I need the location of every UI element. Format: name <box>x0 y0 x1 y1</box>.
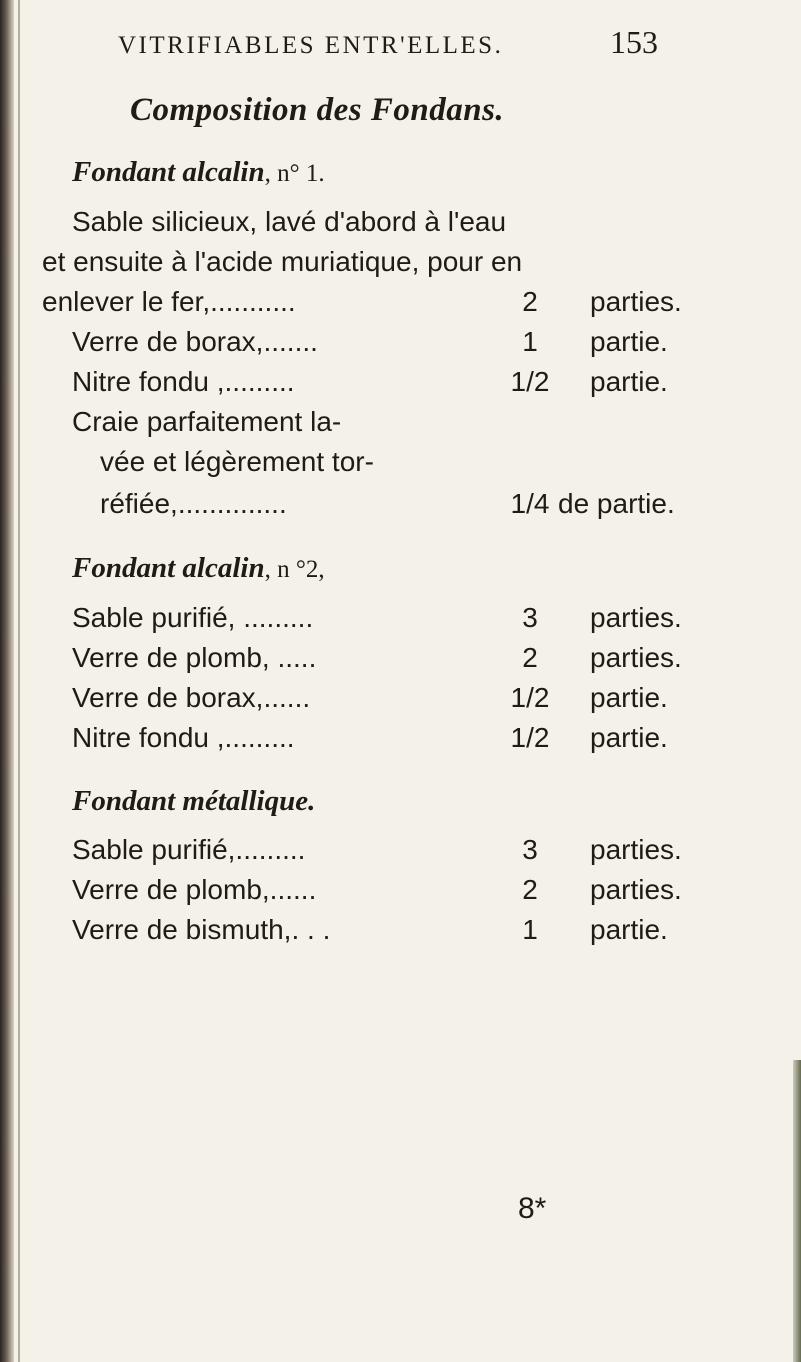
ingredient-qty: 1 <box>522 914 538 945</box>
ingredient-qty: 1/4 <box>510 488 550 519</box>
section-title-text: Fondant métallique. <box>72 785 316 817</box>
ingredient-label: Verre de plomb, ..... <box>72 642 317 673</box>
ingredient-unit: parties. <box>590 874 682 905</box>
ingredient-unit: partie. <box>590 914 668 945</box>
binding-edge <box>18 0 20 1362</box>
ingredient-qty: 2 <box>522 874 538 905</box>
ingredient-unit: partie. <box>590 682 668 713</box>
running-title: VITRIFIABLES ENTR'ELLES. <box>118 32 504 59</box>
ingredient-qty: 1/2 <box>510 722 550 753</box>
ingredient-unit: partie. <box>590 366 668 397</box>
ingredient-qty: 1/2 <box>510 366 550 397</box>
ingredient-unit: parties. <box>590 834 682 865</box>
ingredient-label: Craie parfaitement la- <box>72 406 342 437</box>
section-title-text: Fondant alcalin <box>72 552 265 584</box>
binding-shadow <box>0 0 14 1362</box>
ingredient-label: Verre de borax,....... <box>72 326 318 357</box>
ingredient-label: réfiée,.............. <box>100 488 287 519</box>
ingredient-label: Sable purifié, ......... <box>72 602 314 633</box>
ingredient-unit: parties. <box>590 286 682 317</box>
ingredient-qty: 3 <box>522 602 538 633</box>
ingredient-qty: 2 <box>522 286 538 317</box>
ingredient-unit: partie. <box>590 722 668 753</box>
ingredient-label: Verre de borax,...... <box>72 682 311 713</box>
catchword-signature-mark: 8* <box>518 1192 547 1225</box>
ingredient-label: vée et légèrement tor- <box>100 446 374 477</box>
ingredient-label: Nitre fondu ,......... <box>72 366 295 397</box>
page-number: 153 <box>610 24 658 60</box>
ingredient-unit: parties. <box>590 642 682 673</box>
ingredient-qty: 1 <box>522 326 538 357</box>
ingredient-label: Verre de plomb,...... <box>72 874 317 905</box>
section-title-number: , n °2, <box>264 556 325 583</box>
section-title-fondant-metallique <box>72 785 315 818</box>
section-title-number: , n° 1. <box>264 160 325 187</box>
page-edge-stain <box>793 1060 801 1362</box>
ingredient-label: Nitre fondu ,......... <box>72 722 295 753</box>
ingredient-label: Sable purifié,......... <box>72 834 306 865</box>
intro-line: et ensuite à l'acide muriatique, pour en <box>42 246 523 277</box>
chapter-heading: Composition des Fondans. <box>130 92 505 128</box>
ingredient-unit: partie. <box>590 326 668 357</box>
ingredient-qty: 1/2 <box>510 682 550 713</box>
section-title-fondant-alcalin-1 <box>72 156 325 189</box>
ingredient-unit: de partie. <box>558 488 675 519</box>
ingredient-qty: 2 <box>522 642 538 673</box>
section-title-fondant-alcalin-2 <box>72 552 325 585</box>
ingredient-label: enlever le fer,........... <box>42 286 296 317</box>
ingredient-unit: parties. <box>590 602 682 633</box>
ingredient-qty: 3 <box>522 834 538 865</box>
ingredient-label: Verre de bismuth,. . . <box>72 914 331 945</box>
intro-line: Sable silicieux, lavé d'abord à l'eau <box>72 206 507 237</box>
running-head <box>118 24 658 64</box>
section-title-text: Fondant alcalin <box>72 156 265 188</box>
